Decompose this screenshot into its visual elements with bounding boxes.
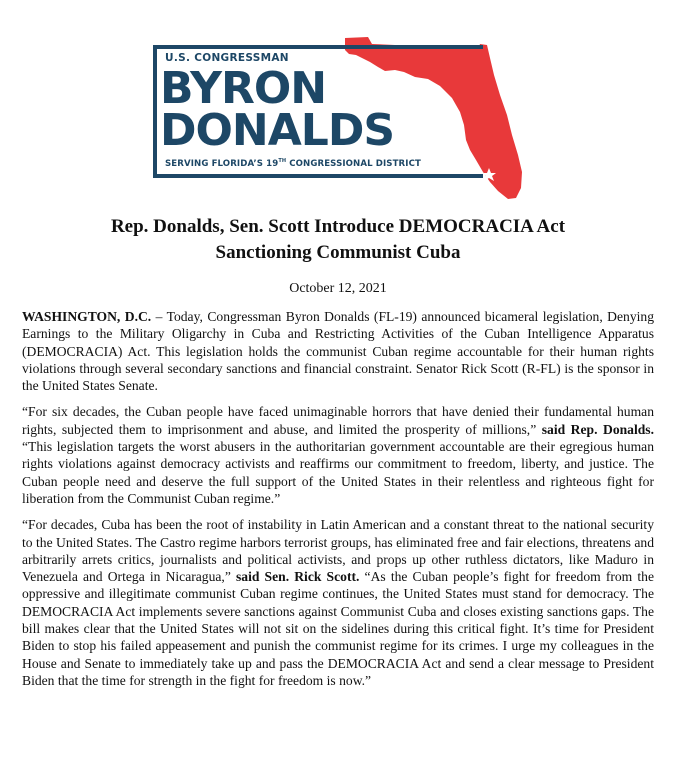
title-line-2: Sanctioning Communist Cuba [215, 242, 461, 263]
press-release-body [0, 206, 675, 718]
logo-last-name: DONALDS [160, 105, 395, 156]
logo-subtitle: U.S. CONGRESSMAN [165, 52, 289, 64]
paragraph-text: – Today, Congressman Byron Donalds (FL-19) announced bicameral legislation, Denying Earnings to the Military Oligarchy in Cuba and Restricting Activities of the Cuban Intelligence Apparatus (DEMOCRACIA) Act. This legislation holds the communist Cuban regime accountable for their human rights violations through several secondary sanctions and financial constraint. Senator Rick Scott (R-FL) is the sponsor in the United States Senate. [22, 309, 654, 394]
tagline-text: SERVING FLORIDA’S 19 [165, 159, 279, 169]
release-date: October 12, 2021 [289, 281, 387, 296]
tagline-superscript: TH [278, 158, 287, 164]
paragraph-intro [22, 308, 654, 394]
press-release-title [22, 214, 654, 266]
tagline-text-end: CONGRESSIONAL DISTRICT [286, 159, 421, 169]
paragraph-scott-quote [22, 516, 654, 689]
logo-tagline [165, 159, 421, 169]
quote-attribution: said Sen. Rick Scott. [235, 569, 360, 585]
dateline: WASHINGTON, D.C. [22, 309, 152, 324]
quote-attribution: said Rep. Donalds. [541, 421, 654, 437]
paragraph-donalds-quote [22, 403, 654, 507]
congressman-logo [0, 0, 675, 206]
quote-text-continued: “As the Cuban people’s fight for freedom from the oppressive and illegitimate communist Cuban regime continues, the United States must stand for democracy. The DEMOCRACIA Act implements severe sanctions against Communist Cuba and closes existing sanctions gaps. The bill makes clear that the United States will not sit on the sidelines during this critical fight. It’s time for President Biden to stop his failed appeasement and punish the communist regime for its crimes. I urge my colleagues in the House and Senate to immediately take up and pass the DEMOCRACIA Act and send a clear message to President Biden that the time for strength in the fight for freedom is now.” [22, 569, 654, 688]
title-line-1: Rep. Donalds, Sen. Scott Introduce DEMOCRACIA Act [110, 216, 566, 237]
quote-text: “For decades, Cuba has been the root of instability in Latin American and a constant threat to the national security to the United States. The Castro regime harbors terrorist groups, has eliminated free and fair elections, threatens and arbitrarily arrets critics, journalists and political activists, and props up other ruthless dictators, like Maduro in Venezuela and Ortega in Nicaragua,” [22, 517, 654, 585]
quote-text-continued: “This legislation targets the worst abusers in the authoritarian government accountable are their egregious human rights violations against democracy activists and reaffirms our commitment to freedom, liberty, and justice. The Cuban people need and deserve the full support of the United States in their relentless and righteous fight for liberation from the Communist Cuban regime.” [22, 439, 654, 506]
quote-text: “For six decades, the Cuban people have faced unimaginable horrors that have denied their fundamental human rights, subjected them to imprisonment and abuse, and limited the prosperity of millions,” [22, 404, 654, 437]
logo-first-name: BYRON [160, 63, 327, 114]
